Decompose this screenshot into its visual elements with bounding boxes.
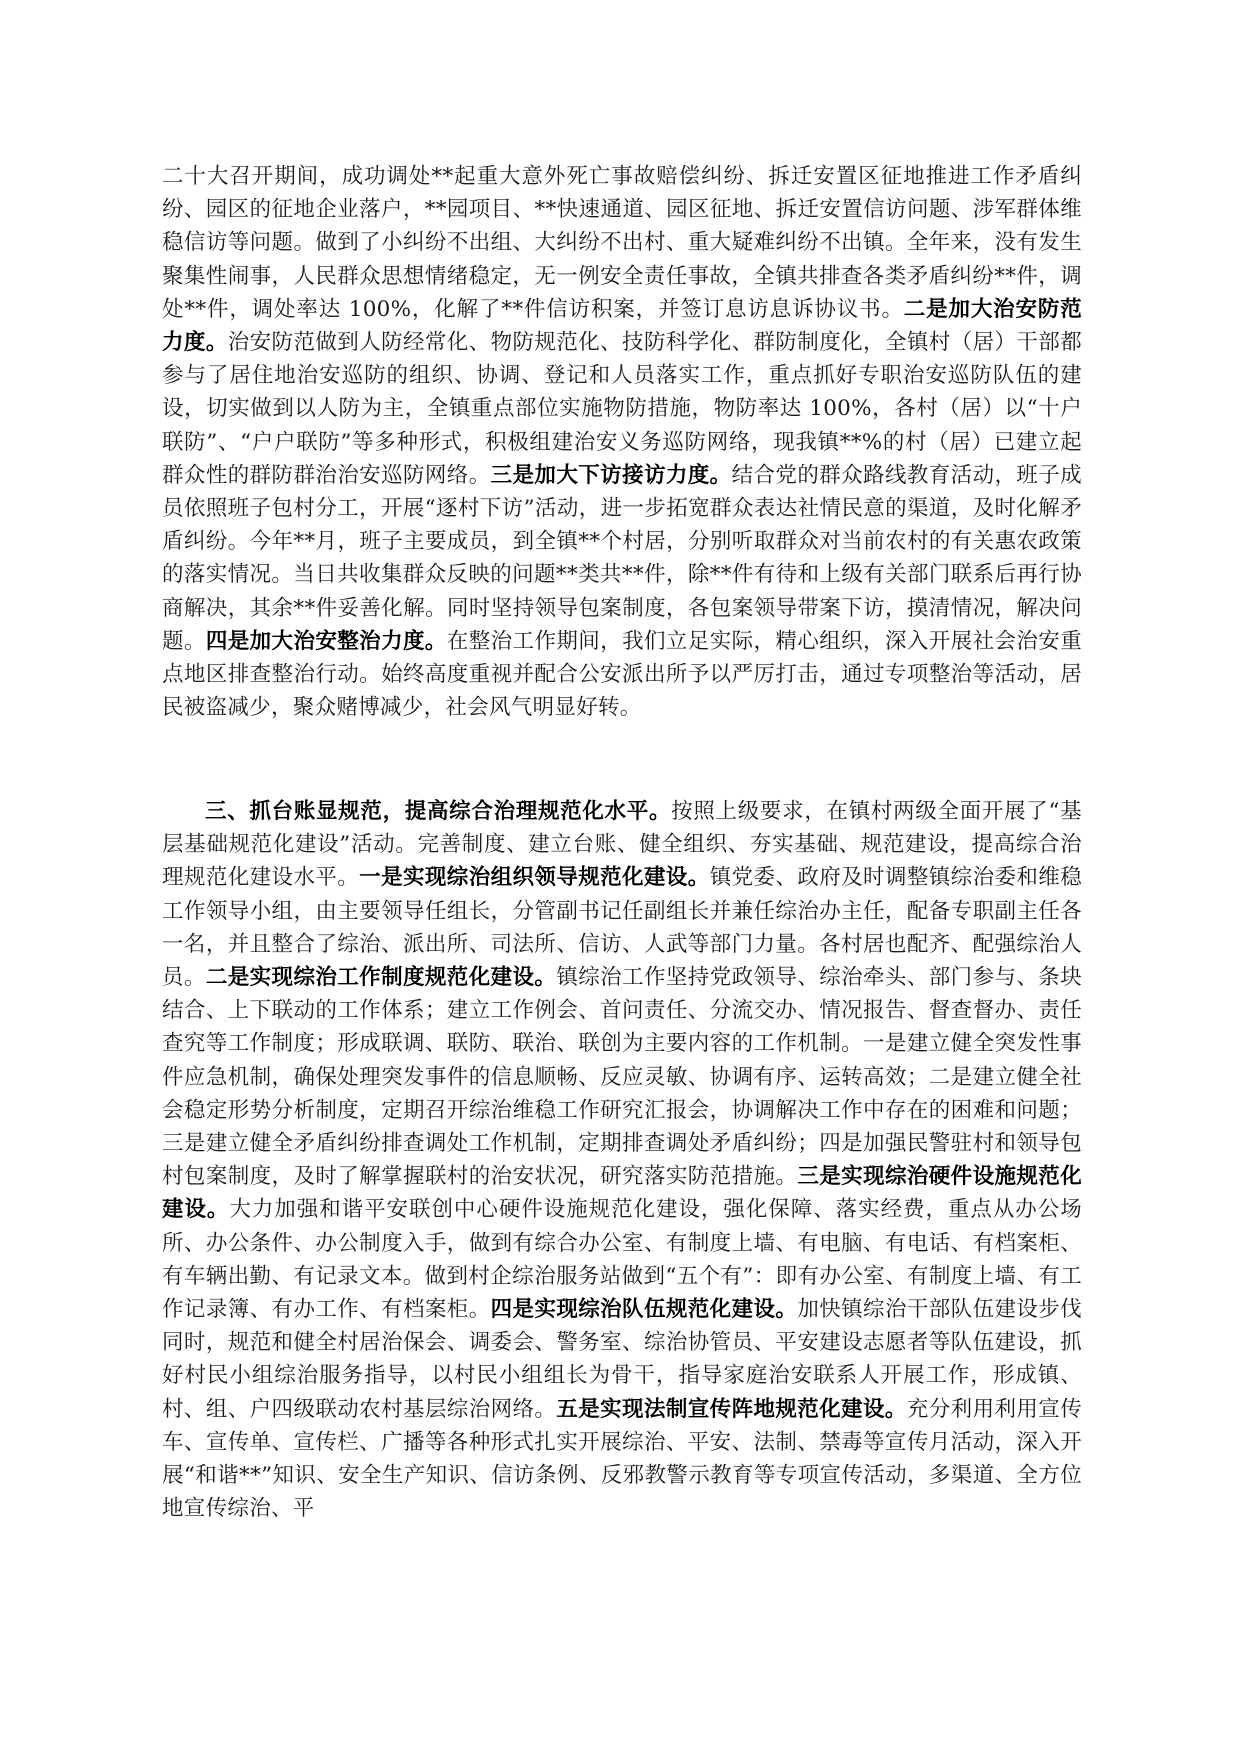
bold-subheading: 一是实现综治组织领导规范化建设。 [359,865,710,891]
bold-subheading: 三是加大下访接访力度。 [490,462,732,488]
paragraph-sentence: 大力加强和谐平安联创中心硬件设施规范化建设，强化保障、落实经费，重点从办公场所、办公条件、办公制度入手，做到有综合办公室、有制度上墙、有电脑、有电话、有档案柜、有车辆出勤、有记录文本。做到村企综治服务站做到“五个有”：即有办公室、有制度上墙、有工作记录簿、有办工作、有档案柜。 [162,1197,1083,1323]
bold-subheading: 二是实现综治工作制度规范化建设。 [205,965,557,991]
paragraph-sentence: 充分利用利用宣传车、宣传单、宣传栏、广播等各种形式扎实开展综治、平安、法制、禁毒等宣传月活动，深入开展“和谐**”知识、安全生产知识、信访条例、反邪教警示教育等专项宣传活动，多渠道、全方位地宣传综治、平 [162,1396,1082,1522]
section-heading: 三、抓台账显规范，提高综合治理规范化水平。 [205,799,672,824]
paragraph-sentence: 治安防范做到人防经常化、物防规范化、技防科学化、群防制度化，全镇村（居）干部都参与了居住地治安巡防的组织、协调、登记和人员落实工作，重点抓好专职治安巡防队伍的建设，切实做到以人防为主，全镇重点部位实施物防措施，物防率达 100%，各村（居）以“十户联防”、“户户联防”等多种形式，积极组建治安义务巡防网络，现我镇**%的村（居）已建立起群众性的群防群治治安巡防网络。 [162,330,1082,488]
bold-subheading: 四是实现综治队伍规范化建设。 [490,1297,798,1323]
paragraph-text [162,795,1082,1525]
paragraph-sentence: 镇党委、政府及时调整镇综治委和维稳工作领导小组，由主要领导任组长，分管副书记任副组长并兼任综治办主任，配备专职副主任各一名，并且整合了综治、派出所、司法所、信访、人武等部门力量。各村居也配齐、配强综治人员。 [162,865,1082,991]
bold-subheading: 五是实现法制宣传阵地规范化建设。 [556,1396,907,1422]
paragraph-sentence: 按照上级要求，在镇村两级全面开展了“基层基础规范化建设”活动。完善制度、建立台账、健全组织、夯实基础、规范建设，提高综合治理规范化建设水平。 [162,799,1082,891]
bold-subheading: 二是加大治安防范力度。 [162,296,1083,356]
paragraph-sentence: 结合党的群众路线教育活动，班子成员依照班子包村分工，开展“逐村下访”活动，进一步拓宽群众表达社情民意的渠道，及时化解矛盾纠纷。今年**月，班子主要成员，到全镇**个村居，分别听取群众对当前农村的有关惠农政策的落实情况。当日共收集群众反映的问题**类共**件，除**件有待和上级有关部门联系后再行协商解决，其余**件妥善化解。同时坚持领导包案制度，各包案领导带案下访，摸清情况，解决问题。 [162,462,1082,654]
paragraph-sentence: 镇综治工作坚持党政领导、综治牵头、部门参与、条块结合、上下联动的工作体系；建立工作例会、首问责任、分流交办、情况报告、督查督办、责任查究等工作制度；形成联调、联防、联治、联创为主要内容的工作机制。一是建立健全突发性事件应急机制，确保处理突发事件的信息顺畅、反应灵敏、协调有序、运转高效；二是建立健全社会稳定形势分析制度，定期召开综治维稳工作研究汇报会，协调解决工作中存在的困难和问题；三是建立健全矛盾纠纷排查调处工作机制，定期排查调处矛盾纠纷；四是加强民警驻村和领导包村包案制度，及时了解掌握联村的治安状况，研究落实防范措施。 [162,965,1083,1190]
paragraph-sentence: 二十大召开期间，成功调处**起重大意外死亡事故赔偿纠纷、拆迁安置区征地推进工作矛盾纠纷、园区的征地企业落户，**园项目、**快速通道、园区征地、拆迁安置信访问题、涉军群体维稳信访等问题。做到了小纠纷不出组、大纠纷不出村、重大疑难纠纷不出镇。全年来，没有发生聚集性闹事，人民群众思想情绪稳定，无一例安全责任事故，全镇共排查各类矛盾纠纷**件，调处**件，调处率达 100%，化解了**件信访积案，并签订息访息诉协议书。 [162,164,1082,322]
paragraph-sentence: 在整治工作期间，我们立足实际，精心组织，深入开展社会治安重点地区排查整治行动。始终高度重视并配合公安派出所予以严厉打击，通过专项整治等活动，居民被盗减少，聚众赌博减少，社会风气明显好转。 [162,628,1083,721]
body-paragraph-1 [162,160,1082,724]
body-paragraph-2 [162,795,1082,1525]
paragraph-text [162,160,1082,724]
bold-subheading: 三是实现综治硬件设施规范化建设。 [162,1164,1082,1223]
bold-subheading: 四是加大治安整治力度。 [205,628,447,654]
paragraph-sentence: 加快镇综治干部队伍建设步伐同时，规范和健全村居治保会、调委会、警务室、综治协管员、平安建设志愿者等队伍建设，抓好村民小组综治服务指导，以村民小组组长为骨干，指导家庭治安联系人开展工作，形成镇、村、组、户四级联动农村基层综治网络。 [162,1297,1082,1422]
